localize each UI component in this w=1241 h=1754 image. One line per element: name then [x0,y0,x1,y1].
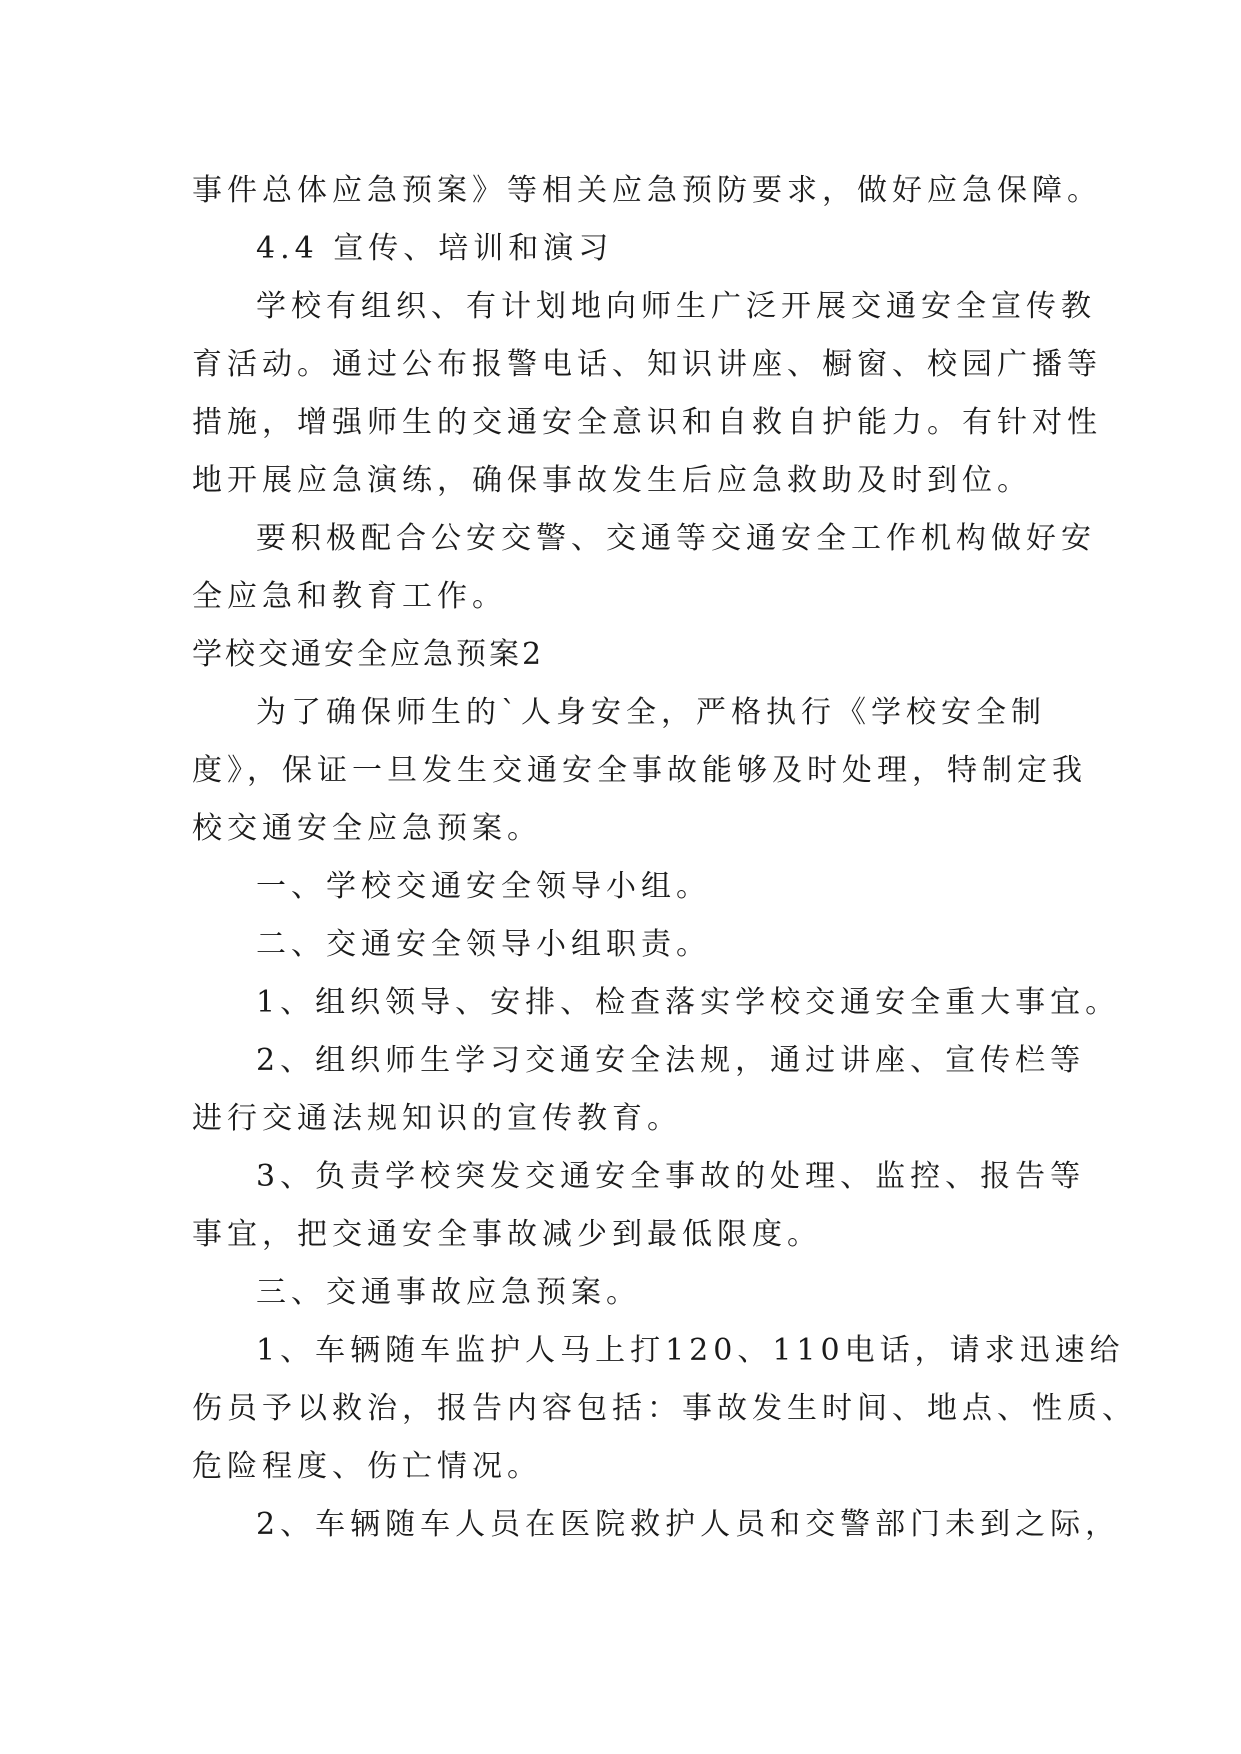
text-line: 全应急和教育工作。 [192,579,507,614]
document-title: 学校交通安全应急预案2 [192,637,545,672]
list-item: 1、组织领导、安排、检查落实学校交通安全重大事宜。 [256,985,1121,1020]
text-line: 措施，增强师生的交通安全意识和自救自护能力。有针对性 [192,405,1102,440]
section-heading: 4.4 宣传、培训和演习 [256,231,614,266]
text-line: 事件总体应急预案》等相关应急预防要求，做好应急保障。 [192,173,1102,208]
text-line: 事宜，把交通安全事故减少到最低限度。 [192,1217,822,1252]
list-item: 一、学校交通安全领导小组。 [256,869,711,904]
text-line: 育活动。通过公布报警电话、知识讲座、橱窗、校园广播等 [192,347,1102,382]
list-item: 2、组织师生学习交通安全法规，通过讲座、宣传栏等 [256,1043,1086,1078]
list-item: 1、车辆随车监护人马上打120、110电话，请求迅速给 [256,1333,1125,1368]
document-body [192,162,1137,1554]
text-line: 校交通安全应急预案。 [192,811,542,846]
list-item: 2、车辆随车人员在医院救护人员和交警部门未到之际， [256,1507,1121,1542]
text-line: 为了确保师生的`人身安全，严格执行《学校安全制 [256,695,1046,730]
text-line: 进行交通法规知识的宣传教育。 [192,1101,682,1136]
text-line: 度》，保证一旦发生交通安全事故能够及时处理，特制定我 [192,753,1087,788]
list-item: 3、负责学校突发交通安全事故的处理、监控、报告等 [256,1159,1086,1194]
list-item: 三、交通事故应急预案。 [256,1275,641,1310]
text-line: 地开展应急演练，确保事故发生后应急救助及时到位。 [192,463,1032,498]
text-line: 伤员予以救治，报告内容包括：事故发生时间、地点、性质、 [192,1391,1137,1426]
text-line: 要积极配合公安交警、交通等交通安全工作机构做好安 [256,521,1096,556]
text-line: 危险程度、伤亡情况。 [192,1449,542,1484]
text-line: 学校有组织、有计划地向师生广泛开展交通安全宣传教 [256,289,1096,324]
list-item: 二、交通安全领导小组职责。 [256,927,711,962]
